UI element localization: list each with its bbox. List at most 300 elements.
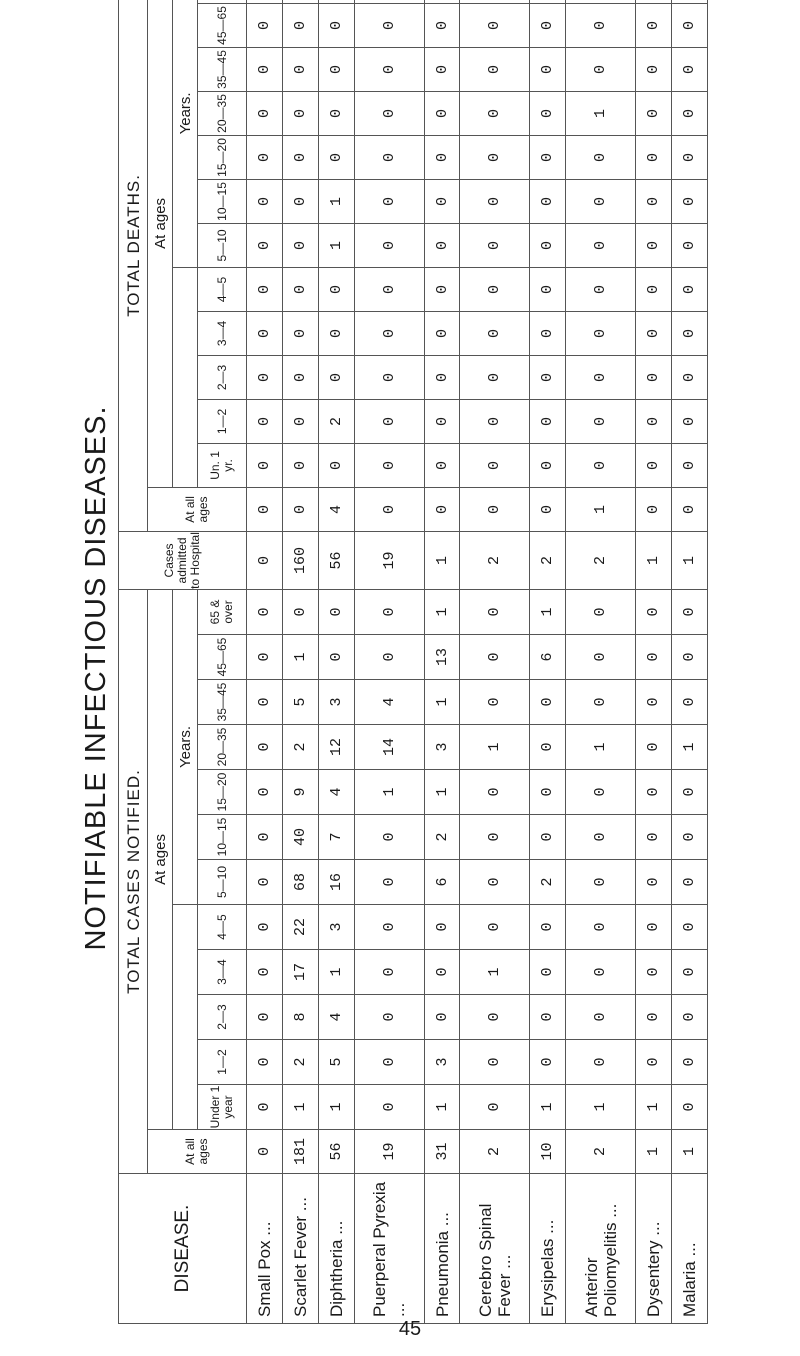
deaths-all-ages-cell: 4	[318, 487, 354, 531]
hospital-cell: 1	[424, 531, 460, 589]
table-row	[318, 0, 354, 1324]
deaths-cell: 0	[247, 355, 283, 399]
deaths-all-ages-cell: 0	[354, 487, 424, 531]
notified-cell: 0	[530, 995, 566, 1040]
table-row	[247, 0, 283, 1324]
notified-cell: 0	[282, 589, 318, 634]
deaths-cell: 0	[672, 179, 708, 223]
deaths-cell: 0	[354, 3, 424, 47]
notified-cell: 6	[530, 635, 566, 680]
deaths-cell: 0	[566, 47, 636, 91]
notified-cell: 0	[460, 770, 530, 815]
deaths-cell: 0	[672, 355, 708, 399]
hospital-cell: 56	[318, 531, 354, 589]
notified-cell: 0	[566, 815, 636, 860]
deaths-cell	[672, 0, 708, 3]
notified-all-ages-cell: 1	[672, 1130, 708, 1174]
deaths-cell: 0	[530, 223, 566, 267]
notified-cell: 0	[566, 589, 636, 634]
deaths-cell: 2	[318, 399, 354, 443]
deaths-cell: 0	[247, 399, 283, 443]
deaths-cell: 0	[672, 223, 708, 267]
deaths-cell: 0	[636, 355, 672, 399]
table-row	[672, 0, 708, 1324]
notified-cell: 0	[354, 950, 424, 995]
notified-all-ages-cell: 19	[354, 1130, 424, 1174]
deaths-cell: 0	[530, 443, 566, 487]
notified-all-ages-cell: 2	[566, 1130, 636, 1174]
notified-cell: 1	[282, 635, 318, 680]
deaths-cell: 0	[282, 91, 318, 135]
hospital-cell: 2	[566, 531, 636, 589]
notified-cell: 0	[460, 635, 530, 680]
notified-cell: 1	[354, 770, 424, 815]
notified-cell: 3	[424, 1040, 460, 1085]
notified-cell: 4	[318, 995, 354, 1040]
notified-cell: 0	[460, 905, 530, 950]
table-row	[530, 0, 566, 1324]
deaths-cell: 0	[424, 3, 460, 47]
notified-all-ages-cell: 31	[424, 1130, 460, 1174]
deaths-cell: 0	[636, 311, 672, 355]
deaths-cell: 0	[566, 3, 636, 47]
notified-cell: 0	[530, 1040, 566, 1085]
notified-cell: 0	[636, 725, 672, 770]
deaths-age-band-header: 20—35	[198, 91, 247, 135]
deaths-cell: 0	[672, 443, 708, 487]
notified-cell: 1	[460, 725, 530, 770]
deaths-cell: 0	[247, 443, 283, 487]
notified-cell: 0	[672, 680, 708, 725]
deaths-cell: 0	[354, 267, 424, 311]
notified-cell: 0	[672, 905, 708, 950]
deaths-cell: 0	[672, 399, 708, 443]
table-container	[118, 0, 800, 1356]
notified-cell: 0	[354, 860, 424, 905]
deaths-cell: 0	[318, 443, 354, 487]
deaths-cell: 0	[282, 311, 318, 355]
notified-cell: 2	[282, 725, 318, 770]
notified-age-band-header: 20—35	[198, 725, 247, 770]
deaths-cell: 0	[530, 267, 566, 311]
notified-cell: 0	[460, 1040, 530, 1085]
deaths-cell	[460, 0, 530, 3]
notified-cell: 0	[354, 1085, 424, 1130]
notified-cell: 0	[354, 815, 424, 860]
notified-age-band-header: 5—10	[198, 860, 247, 905]
notified-cell: 0	[636, 995, 672, 1040]
deaths-cell: 0	[424, 135, 460, 179]
disease-header: DISEASE.	[119, 1174, 247, 1324]
notified-cell: 0	[247, 905, 283, 950]
notified-cell: 1	[530, 1085, 566, 1130]
notified-cell: 0	[672, 770, 708, 815]
deaths-years-header: Years.	[173, 0, 198, 267]
deaths-cell	[530, 0, 566, 3]
deaths-cell: 0	[424, 223, 460, 267]
notified-cell: 2	[424, 815, 460, 860]
table-row	[282, 0, 318, 1324]
deaths-cell: 0	[460, 267, 530, 311]
deaths-all-ages-cell: 1	[566, 487, 636, 531]
notified-cell: 3	[424, 725, 460, 770]
notified-cell: 1	[566, 725, 636, 770]
deaths-cell: 0	[530, 47, 566, 91]
deaths-cell	[566, 0, 636, 3]
notified-cell: 0	[247, 635, 283, 680]
notified-cell: 3	[318, 680, 354, 725]
notified-cell: 0	[566, 860, 636, 905]
deaths-cell: 0	[282, 443, 318, 487]
deaths-cell: 0	[247, 3, 283, 47]
notified-cell: 68	[282, 860, 318, 905]
notified-cell: 1	[424, 680, 460, 725]
notified-cell: 0	[672, 589, 708, 634]
deaths-cell: 0	[672, 267, 708, 311]
deaths-age-band-header: 4—5	[198, 267, 247, 311]
deaths-age-band-header	[198, 0, 247, 3]
deaths-cell: 0	[424, 267, 460, 311]
disease-table	[118, 0, 708, 1324]
hospital-cell: 19	[354, 531, 424, 589]
deaths-cell: 0	[530, 399, 566, 443]
deaths-cell: 0	[460, 135, 530, 179]
deaths-cell: 0	[282, 267, 318, 311]
notified-cell: 12	[318, 725, 354, 770]
notified-cell: 0	[247, 725, 283, 770]
notified-cell: 0	[424, 950, 460, 995]
notified-cell: 0	[672, 995, 708, 1040]
disease-name: Pneumonia ...	[424, 1174, 460, 1324]
deaths-cell: 0	[636, 267, 672, 311]
notified-cell: 1	[318, 950, 354, 995]
deaths-cell: 0	[566, 399, 636, 443]
deaths-cell: 0	[318, 3, 354, 47]
deaths-cell: 0	[247, 91, 283, 135]
notified-cell: 0	[460, 1085, 530, 1130]
deaths-all-ages-cell: 0	[247, 487, 283, 531]
deaths-cell: 0	[672, 3, 708, 47]
notified-cell: 0	[636, 770, 672, 815]
notified-age-band-header: 10—15	[198, 815, 247, 860]
notified-cell: 1	[566, 1085, 636, 1130]
deaths-cell: 0	[566, 443, 636, 487]
notified-cell: 0	[354, 1040, 424, 1085]
notified-cell: 0	[354, 995, 424, 1040]
notified-cell: 0	[636, 815, 672, 860]
table-row	[354, 0, 424, 1324]
notified-cell: 0	[636, 589, 672, 634]
notified-cell: 22	[282, 905, 318, 950]
notified-cell: 0	[247, 815, 283, 860]
notified-cell: 1	[460, 950, 530, 995]
deaths-cell: 1	[566, 91, 636, 135]
notified-cell: 1	[424, 589, 460, 634]
notified-age-band-header: 35—45	[198, 680, 247, 725]
notified-cell: 0	[354, 905, 424, 950]
notified-cell: 0	[530, 770, 566, 815]
notified-cell: 2	[530, 860, 566, 905]
deaths-cell: 0	[318, 267, 354, 311]
deaths-all-ages-cell: 0	[424, 487, 460, 531]
deaths-cell	[318, 0, 354, 3]
deaths-cell: 0	[636, 443, 672, 487]
deaths-cell	[247, 0, 283, 3]
notified-cell: 0	[354, 589, 424, 634]
deaths-age-band-header: 10—15	[198, 179, 247, 223]
notified-cell: 0	[247, 995, 283, 1040]
deaths-cell: 0	[318, 47, 354, 91]
notified-cell: 0	[636, 860, 672, 905]
deaths-cell: 0	[672, 91, 708, 135]
notified-cell: 0	[247, 950, 283, 995]
deaths-cell: 0	[636, 223, 672, 267]
deaths-age-band-header: 3—4	[198, 311, 247, 355]
disease-name: Small Pox ...	[247, 1174, 283, 1324]
notified-group-header: TOTAL CASES NOTIFIED.	[119, 589, 148, 1173]
deaths-all-ages-cell: 0	[530, 487, 566, 531]
deaths-cell	[354, 0, 424, 3]
hospital-cell: 1	[672, 531, 708, 589]
deaths-all-ages-cell: 0	[636, 487, 672, 531]
deaths-all-ages-cell: 0	[282, 487, 318, 531]
deaths-cell	[424, 0, 460, 3]
notified-cell: 17	[282, 950, 318, 995]
notified-cell: 0	[672, 1085, 708, 1130]
notified-blank	[173, 905, 198, 1130]
notified-cell: 0	[672, 1040, 708, 1085]
deaths-cell	[282, 0, 318, 3]
notified-cell: 0	[566, 905, 636, 950]
notified-cell: 0	[636, 1040, 672, 1085]
deaths-cell: 0	[460, 443, 530, 487]
notified-cell: 1	[424, 1085, 460, 1130]
disease-name: Scarlet Fever ...	[282, 1174, 318, 1324]
notified-all-ages-cell: 181	[282, 1130, 318, 1174]
notified-cell: 0	[636, 680, 672, 725]
notified-cell: 0	[460, 680, 530, 725]
notified-cell: 3	[318, 905, 354, 950]
deaths-cell: 0	[460, 3, 530, 47]
deaths-age-band-header: 5—10	[198, 223, 247, 267]
notified-age-band-header: 65 & over	[198, 589, 247, 634]
deaths-cell: 0	[282, 47, 318, 91]
hospital-cell: 160	[282, 531, 318, 589]
deaths-cell: 0	[424, 47, 460, 91]
notified-cell: 5	[282, 680, 318, 725]
notified-cell: 0	[672, 815, 708, 860]
notified-all-ages-header: At all ages	[148, 1130, 247, 1174]
notified-all-ages-cell: 10	[530, 1130, 566, 1174]
table-row	[460, 0, 530, 1324]
deaths-cell: 1	[318, 223, 354, 267]
notified-cell: 0	[460, 995, 530, 1040]
deaths-cell: 0	[354, 443, 424, 487]
notified-age-band-header: 2—3	[198, 995, 247, 1040]
deaths-cell: 0	[354, 47, 424, 91]
notified-at-ages-header: At ages	[148, 589, 173, 1129]
notified-cell: 0	[530, 680, 566, 725]
deaths-all-ages-header: At all ages	[148, 487, 247, 531]
deaths-cell: 0	[424, 355, 460, 399]
table-row	[424, 0, 460, 1324]
deaths-cell: 0	[566, 179, 636, 223]
notified-cell: 0	[636, 635, 672, 680]
notified-age-band-header: 1—2	[198, 1040, 247, 1085]
page-number: 45	[398, 1318, 422, 1340]
deaths-cell: 0	[460, 91, 530, 135]
notified-cell: 1	[672, 725, 708, 770]
disease-name: Anterior Poliomyelitis ...	[566, 1174, 636, 1324]
deaths-cell: 0	[354, 311, 424, 355]
deaths-cell: 0	[247, 135, 283, 179]
notified-cell: 0	[354, 635, 424, 680]
notified-cell: 0	[566, 680, 636, 725]
notified-cell: 0	[460, 860, 530, 905]
deaths-cell: 0	[354, 355, 424, 399]
deaths-cell: 0	[247, 47, 283, 91]
deaths-cell: 0	[354, 223, 424, 267]
deaths-cell: 0	[282, 355, 318, 399]
deaths-cell: 0	[530, 179, 566, 223]
disease-name: Cerebro Spinal Fever ...	[460, 1174, 530, 1324]
deaths-cell: 0	[530, 311, 566, 355]
notified-cell: 5	[318, 1040, 354, 1085]
deaths-cell: 0	[460, 47, 530, 91]
deaths-cell: 0	[530, 3, 566, 47]
notified-cell: 0	[460, 815, 530, 860]
deaths-cell: 0	[460, 179, 530, 223]
deaths-cell: 0	[354, 91, 424, 135]
hospital-cell: 1	[636, 531, 672, 589]
notified-cell: 0	[247, 860, 283, 905]
deaths-cell: 0	[636, 399, 672, 443]
notified-cell: 0	[247, 770, 283, 815]
deaths-cell: 0	[247, 311, 283, 355]
deaths-cell: 0	[566, 311, 636, 355]
notified-years-header: Years.	[173, 589, 198, 904]
notified-cell: 0	[318, 635, 354, 680]
notified-cell: 0	[672, 635, 708, 680]
page-title: NOTIFIABLE INFECTIOUS DISEASES.	[80, 405, 112, 951]
notified-cell: 0	[530, 905, 566, 950]
notified-cell: 7	[318, 815, 354, 860]
notified-cell: 0	[530, 815, 566, 860]
table-row	[566, 0, 636, 1324]
notified-cell: 0	[566, 995, 636, 1040]
deaths-cell	[636, 0, 672, 3]
notified-cell: 4	[354, 680, 424, 725]
deaths-cell: 0	[672, 47, 708, 91]
hospital-cell: 0	[247, 531, 283, 589]
deaths-age-band-header: 1—2	[198, 399, 247, 443]
deaths-cell: 0	[460, 355, 530, 399]
notified-age-band-header: 15—20	[198, 770, 247, 815]
notified-cell: 8	[282, 995, 318, 1040]
deaths-cell: 1	[318, 179, 354, 223]
deaths-cell: 0	[672, 311, 708, 355]
notified-age-band-header: 4—5	[198, 905, 247, 950]
deaths-cell: 0	[318, 311, 354, 355]
hospital-cell: 2	[460, 531, 530, 589]
deaths-cell: 0	[424, 443, 460, 487]
notified-cell: 9	[282, 770, 318, 815]
notified-cell: 16	[318, 860, 354, 905]
deaths-cell: 0	[247, 179, 283, 223]
deaths-cell: 0	[636, 135, 672, 179]
deaths-age-band-header: 45—65	[198, 3, 247, 47]
deaths-cell: 0	[424, 399, 460, 443]
deaths-blank	[173, 267, 198, 487]
deaths-cell: 0	[566, 267, 636, 311]
notified-cell: 4	[318, 770, 354, 815]
notified-cell: 1	[636, 1085, 672, 1130]
deaths-cell: 0	[672, 135, 708, 179]
notified-cell: 0	[247, 680, 283, 725]
deaths-cell: 0	[530, 355, 566, 399]
deaths-cell: 0	[460, 399, 530, 443]
deaths-cell: 0	[424, 311, 460, 355]
notified-all-ages-cell: 1	[636, 1130, 672, 1174]
deaths-cell: 0	[424, 91, 460, 135]
notified-cell: 0	[247, 589, 283, 634]
deaths-all-ages-cell: 0	[460, 487, 530, 531]
disease-name: Malaria ...	[672, 1174, 708, 1324]
notified-all-ages-cell: 2	[460, 1130, 530, 1174]
deaths-cell: 0	[530, 91, 566, 135]
notified-cell: 0	[672, 860, 708, 905]
deaths-all-ages-cell: 0	[672, 487, 708, 531]
notified-cell: 13	[424, 635, 460, 680]
deaths-cell: 0	[636, 47, 672, 91]
deaths-cell: 0	[318, 355, 354, 399]
deaths-cell: 0	[282, 135, 318, 179]
deaths-cell: 0	[636, 179, 672, 223]
notified-cell: 1	[424, 770, 460, 815]
deaths-cell: 0	[636, 3, 672, 47]
notified-cell: 0	[424, 995, 460, 1040]
notified-cell: 1	[318, 1085, 354, 1130]
deaths-cell: 0	[247, 223, 283, 267]
notified-cell: 0	[566, 635, 636, 680]
deaths-cell: 0	[424, 179, 460, 223]
deaths-cell: 0	[354, 179, 424, 223]
notified-cell: 40	[282, 815, 318, 860]
notified-cell: 0	[566, 950, 636, 995]
disease-name: Dysentery ...	[636, 1174, 672, 1324]
table-row	[636, 0, 672, 1324]
notified-age-band-header: Under 1 year	[198, 1085, 247, 1130]
deaths-cell: 0	[354, 135, 424, 179]
notified-cell: 0	[530, 950, 566, 995]
deaths-age-band-header: 2—3	[198, 355, 247, 399]
hospital-header: Cases admitted to Hospital	[119, 531, 247, 589]
deaths-cell: 0	[460, 223, 530, 267]
notified-cell: 0	[424, 905, 460, 950]
deaths-cell: 0	[282, 3, 318, 47]
deaths-cell: 0	[247, 267, 283, 311]
deaths-cell: 0	[566, 355, 636, 399]
notified-age-band-header: 45—65	[198, 635, 247, 680]
notified-cell: 2	[282, 1040, 318, 1085]
deaths-cell: 0	[354, 399, 424, 443]
notified-all-ages-cell: 0	[247, 1130, 283, 1174]
notified-cell: 0	[636, 950, 672, 995]
deaths-cell: 0	[282, 399, 318, 443]
deaths-cell: 0	[318, 135, 354, 179]
notified-cell: 1	[530, 589, 566, 634]
deaths-cell: 0	[566, 135, 636, 179]
